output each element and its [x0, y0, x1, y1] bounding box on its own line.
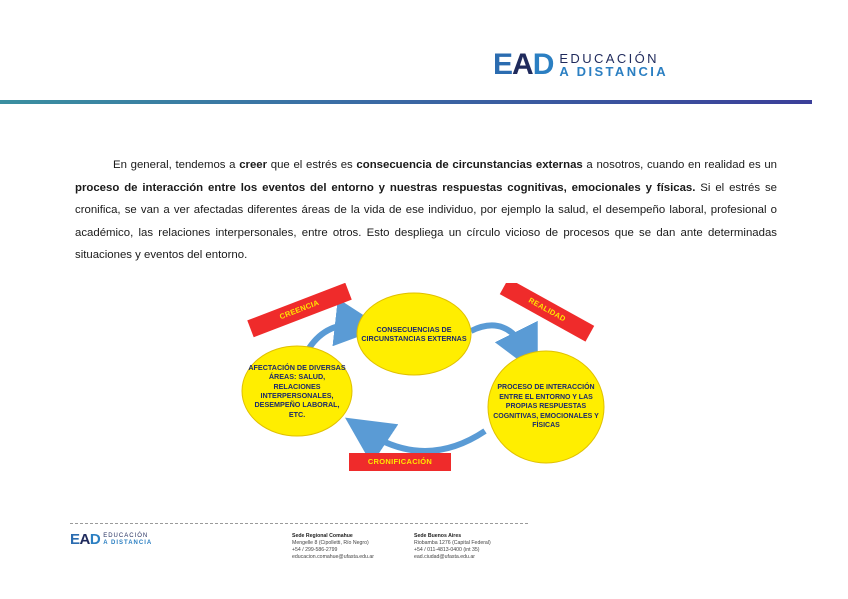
footer-logo-letter-d: D: [89, 531, 101, 548]
node-afectacion: AFECTACIÓN DE DIVERSAS ÁREAS: SALUD, RELACIONES INTERPERSONALES, DESEMPEÑO LABORAL, ETC.: [248, 362, 346, 419]
text-run: En general, tendemos a: [113, 159, 240, 172]
sede-ba-title: Sede Buenos Aires: [414, 533, 462, 539]
bold-proceso: proceso de interacción entre los eventos del entorno y nuestras respuestas cognitivas, emocionales y físicas.: [75, 181, 696, 194]
sede-ba-address: Riobamba 1276 (Capital Federal): [414, 540, 491, 546]
sede-comahue-email[interactable]: educacion.comahue@ufasta.edu.ar: [292, 554, 374, 560]
text-run: Si el estrés se cronifica, se van a ver afectadas diferentes áreas de la vida de ese individuo, por ejemplo la salud, el desempeño laboral, profesional o académico, las relaciones interpersonales, entre otros. Esto despliega un círculo vicioso de procesos que se dan ante determinadas situaciones y eventos del entorno.: [75, 181, 778, 262]
tag-creencia-label: CREENCIA: [278, 297, 321, 322]
text-run: que el estrés es: [267, 159, 357, 172]
arrow-right-to-left: [365, 431, 485, 451]
footer-logo-letter-e: E: [70, 531, 80, 548]
bold-creer: creer: [239, 159, 268, 172]
node-consecuencias: CONSECUENCIAS DE CIRCUNSTANCIAS EXTERNAS: [361, 324, 467, 343]
sede-comahue-title: Sede Regional Comahue: [292, 533, 353, 539]
footer-sede-comahue: [292, 533, 374, 561]
footer-logo-line-a-distancia: A DISTANCIA: [103, 539, 153, 546]
header-logo: [493, 50, 668, 80]
logo-line-a-distancia: A DISTANCIA: [559, 64, 669, 79]
logo-letter-d: D: [532, 48, 554, 81]
stress-cycle-diagram: [235, 283, 615, 478]
sede-comahue-phone: +54 / 299-586-2799: [292, 547, 338, 553]
logo-line-educacion: EDUCACIÓN: [559, 51, 659, 66]
footer-logo-letter-a: A: [79, 531, 90, 548]
footer-logo-line-educacion: EDUCACIÓN: [103, 532, 149, 539]
header-gradient-band: [0, 100, 812, 104]
ead-logo-mark: [493, 50, 553, 80]
footer-logo: [70, 532, 152, 547]
arrow-top-to-right: [471, 325, 527, 353]
logo-letter-a: A: [512, 48, 533, 81]
logo-letter-e: E: [493, 48, 513, 81]
body-paragraph: [75, 154, 777, 267]
sede-comahue-address: Mengelle 8 (Cipolletti, Río Negro): [292, 540, 369, 546]
node-proceso: PROCESO DE INTERACCIÓN ENTRE EL ENTORNO Y LAS PROPIAS RESPUESTAS COGNITIVAS, EMOCIONALES Y FÍSICAS: [493, 384, 599, 430]
footer-sede-buenos-aires: [414, 533, 491, 561]
bold-consecuencia: consecuencia de circunstancias externas: [356, 159, 583, 172]
footer-logo-text: [103, 533, 152, 547]
tag-realidad-label: REALIDAD: [527, 295, 568, 324]
sede-ba-email[interactable]: ead.ciudad@ufasta.edu.ar: [414, 554, 475, 560]
logo-text: [559, 52, 668, 78]
tag-cronificacion-label: CRONIFICACIÓN: [367, 457, 433, 466]
sede-ba-phone: +54 / 011-4813-0400 (int 35): [414, 547, 480, 553]
footer-divider: [70, 523, 528, 524]
text-run: a nosotros, cuando en realidad es un: [582, 159, 777, 172]
footer-logo-mark: [70, 532, 100, 547]
